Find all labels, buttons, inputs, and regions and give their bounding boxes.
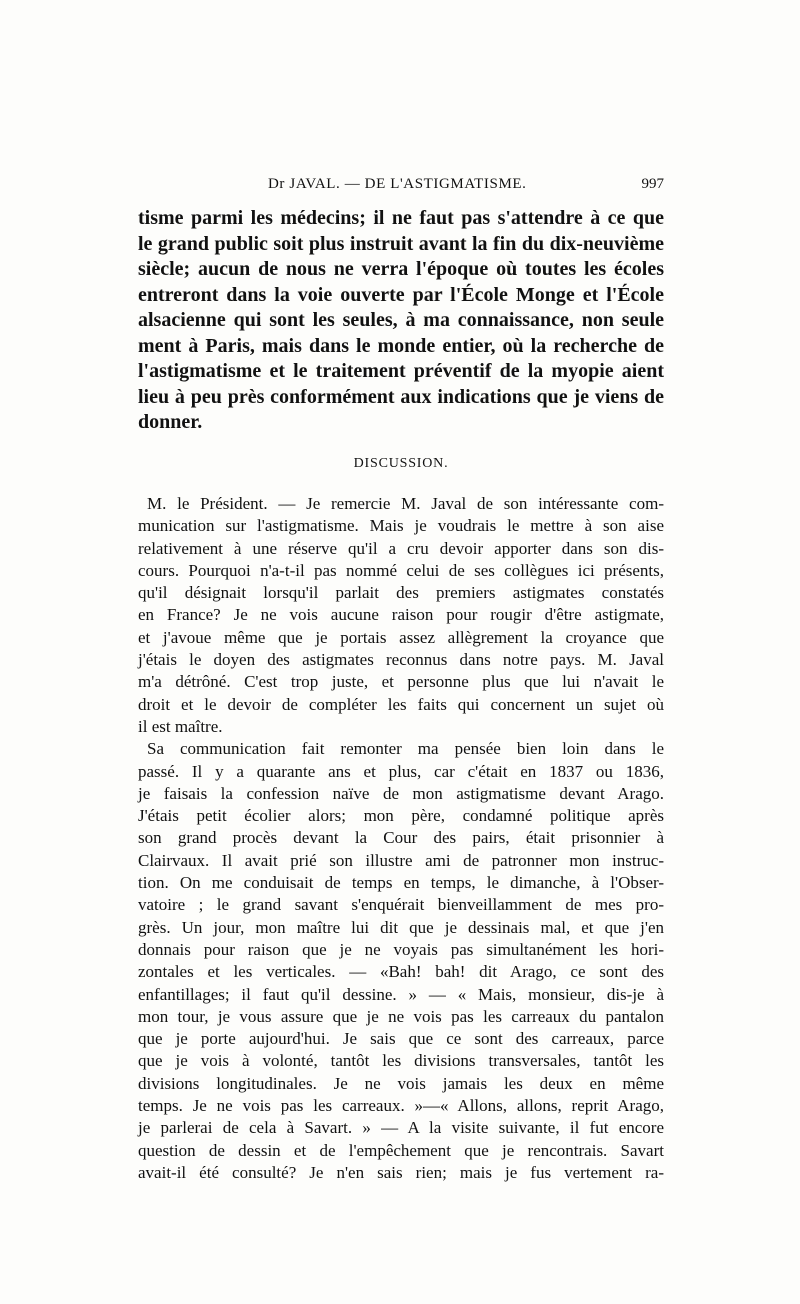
running-head-title: Dr JAVAL. — DE L'ASTIGMATISME. [268, 176, 527, 192]
text-line: ment à Paris, mais dans le monde entier, où la recherche de [138, 334, 664, 357]
text-line: lieu à peu près conformément aux indications que je viens de [138, 385, 664, 408]
text-line: Clairvaux. Il avait prié son illustre ami de patronner mon instruc- [138, 850, 664, 870]
text-line: je faisais la confession naïve de mon astigmatisme devant Arago. [138, 783, 664, 803]
text-line: munication sur l'astigmatisme. Mais je voudrais le mettre à son aise [138, 516, 664, 536]
text-line: zontales et les verticales. — «Bah! bah! dit Arago, ce sont des [138, 962, 664, 982]
text-line: mon tour, je vous assure que je ne vois pas les carreaux du pantalon [138, 1006, 664, 1026]
text-line: droit et le devoir de compléter les faits qui concernent un sujet où [138, 694, 664, 714]
text-line: en France? Je ne vois aucune raison pour rougir d'être astigmate, [138, 605, 664, 625]
text-line: son grand procès devant la Cour des pairs, était prisonnier à [138, 828, 664, 848]
text-line: entreront dans la voie ouverte par l'École Monge et l'École [138, 283, 664, 306]
text-line: que je vois à volonté, tantôt les divisions transversales, tantôt les [138, 1051, 664, 1071]
text-line: j'étais le doyen des astigmates reconnus dans notre pays. M. Javal [138, 650, 664, 670]
text-line: M. le Président. — Je remercie M. Javal de son intéressante com- [147, 494, 664, 513]
text-line: cours. Pourquoi n'a-t-il pas nommé celui de ses collègues ici présents, [138, 560, 664, 580]
section-title: DISCUSSION. [353, 456, 449, 471]
text-line: le grand public soit plus instruit avant la fin du dix-neuvième [138, 232, 664, 255]
page-number: 997 [641, 176, 664, 192]
text-line: je parlerai de cela à Savart. » — A la visite suivante, il fut encore [138, 1118, 664, 1138]
text-line: il est maître. [138, 716, 223, 736]
text-line: divisions longitudinales. Je ne vois jamais les deux en même [138, 1073, 664, 1093]
text-line: enfantillages; il faut qu'il dessine. » — « Mais, monsieur, dis-je à [138, 984, 664, 1004]
intro-paragraph [138, 206, 664, 436]
text-line: qu'il désignait lorsqu'il parlait des premiers astigmates constatés [138, 583, 664, 603]
text-line: vatoire ; le grand savant s'enquérait bienveillamment de mes pro- [138, 895, 664, 915]
text-line: grès. Un jour, mon maître lui dit que je dessinais mal, et que j'en [138, 917, 664, 937]
text-line: tisme parmi les médecins; il ne faut pas s'attendre à ce que [138, 207, 664, 229]
discussion-text [138, 493, 664, 1184]
text-line: siècle; aucun de nous ne verra l'époque où toutes les écoles [138, 258, 664, 280]
running-head [138, 176, 664, 198]
text-line: donner. [138, 411, 203, 433]
text-line: J'étais petit écolier alors; mon père, condamné politique après [138, 806, 664, 826]
text-line: alsacienne qui sont les seules, à ma connaissance, non seule [138, 309, 664, 331]
text-line: que je porte aujourd'hui. Je sais que ce sont des carreaux, parce [138, 1029, 664, 1049]
text-line: tion. On me conduisait de temps en temps, le dimanche, à l'Obser- [138, 873, 664, 893]
text-line: passé. Il y a quarante ans et plus, car c'était en 1837 ou 1836, [138, 761, 664, 781]
text-line: donnais pour raison que je ne voyais pas simultanément les hori- [138, 939, 664, 959]
text-line: temps. Je ne vois pas les carreaux. »—« Allons, allons, reprit Arago, [138, 1096, 664, 1116]
text-line: m'a détrôné. C'est trop juste, et personne plus que lui n'avait le [138, 672, 664, 692]
text-line: et j'avoue même que je portais assez allègrement la croyance que [138, 627, 664, 647]
text-line: Sa communication fait remonter ma pensée bien loin dans le [147, 739, 664, 759]
text-line: avait-il été consulté? Je n'en sais rien; mais je fus vertement ra- [138, 1162, 664, 1182]
text-line: relativement à une réserve qu'il a cru devoir apporter dans son dis- [138, 538, 664, 558]
text-line: question de dessin et de l'empêchement que je rencontrais. Savart [138, 1140, 664, 1160]
text-line: l'astigmatisme et le traitement préventif de la myopie aient [138, 360, 664, 382]
